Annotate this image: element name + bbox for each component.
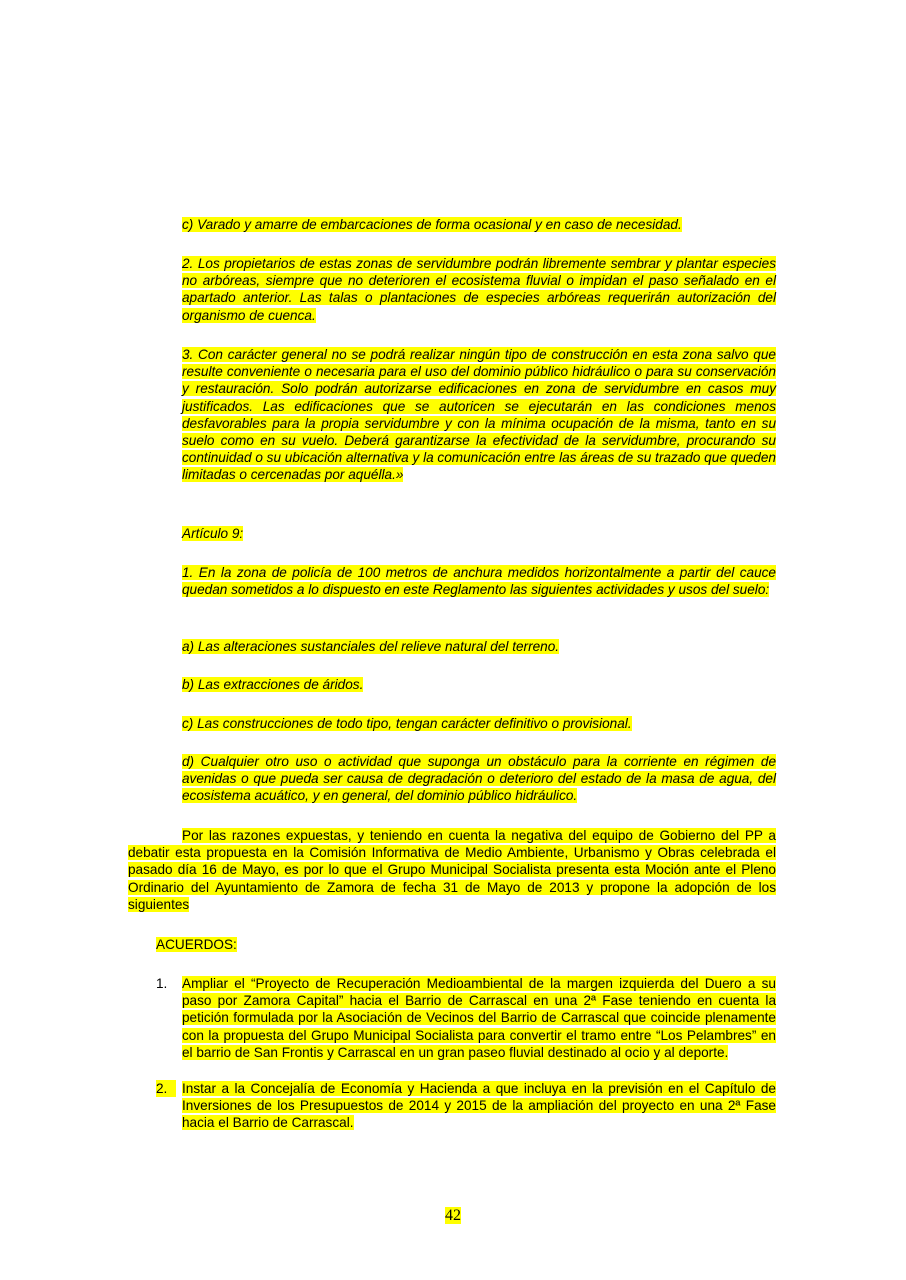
paragraph-extracciones bbox=[182, 676, 776, 693]
highlighted-text: c) Las construcciones de todo tipo, tengan carácter definitivo o provisional. bbox=[182, 716, 632, 731]
paragraph-propietarios bbox=[182, 255, 776, 324]
highlighted-text: 42 bbox=[445, 1207, 461, 1224]
highlighted-text: a) Las alteraciones sustanciales del relieve natural del terreno. bbox=[182, 639, 560, 654]
paragraph-articulo-9 bbox=[182, 525, 776, 542]
paragraph-cualquier-otro-uso bbox=[182, 753, 776, 805]
acuerdos-heading bbox=[156, 936, 237, 953]
highlighted-text: 2. Los propietarios de estas zonas de servidumbre podrán libremente sembrar y plantar especies no arbóreas, siempre que no deterioren el ecosistema fluvial o impidan el paso señalado en el apartado anterior. Las talas o plantaciones de especies arbóreas requerirán autorización del organismo de cuenca. bbox=[182, 256, 776, 323]
paragraph-alteraciones bbox=[182, 638, 776, 655]
paragraph-construcciones bbox=[182, 715, 776, 732]
page-number bbox=[0, 1207, 906, 1225]
highlighted-text: b) Las extracciones de áridos. bbox=[182, 677, 364, 692]
highlighted-text: c) Varado y amarre de embarcaciones de forma ocasional y en caso de necesidad. bbox=[182, 217, 682, 232]
agreement-text bbox=[182, 975, 776, 1061]
agreement-item-1 bbox=[156, 975, 776, 1061]
paragraph-caracter-general bbox=[182, 346, 776, 484]
agreement-number: 1. bbox=[156, 976, 168, 991]
highlighted-text: ACUERDOS: bbox=[156, 937, 237, 952]
highlighted-text: Ampliar el “Proyecto de Recuperación Medioambiental de la margen izquierda del Duero a su paso por Zamora Capital” hacia el Barrio de Carrascal en una 2ª Fase teniendo en cuenta la petición formulada por la Asociación de Vecinos del Barrio de Carrascal que coincide plenamente con la propuesta del Grupo Municipal Socialista para convertir el tramo entre “Los Pelambres” en el barrio de San Frontis y Carrascal en un gran paseo fluvial destinado al ocio y al deporte. bbox=[182, 976, 776, 1060]
highlighted-text: 3. Con carácter general no se podrá realizar ningún tipo de construcción en esta zona salvo que resulte conveniente o necesaria para el uso del dominio público hidráulico o para su conservación y restauración. Solo podrán autorizarse edificaciones en zona de servidumbre en casos muy justificados. Las edificaciones que se autoricen se ejecutarán en las condiciones menos desfavorables para la propia servidumbre y con la mínima ocupación de la misma, tanto en su suelo como en su vuelo. Deberá garantizarse la efectividad de la servidumbre, procurando su continuidad o su ubicación alternativa y la comunicación entre las áreas de su trazado que queden limitadas o cercenadas por aquélla.» bbox=[182, 347, 776, 483]
agreement-text bbox=[182, 1080, 776, 1132]
paragraph-razones-expuestas bbox=[128, 827, 776, 913]
paragraph-zona-policia bbox=[182, 564, 776, 598]
highlighted-text: Por las razones expuestas, y teniendo en cuenta la negativa del equipo de Gobierno del PP a debatir esta propuesta en la Comisión Informativa de Medio Ambiente, Urbanismo y Obras celebrada el pasado día 16 de Mayo, es por lo que el Grupo Municipal Socialista presenta esta Moción ante el Pleno Ordinario del Ayuntamiento de Zamora de fecha 31 de Mayo de 2013 y propone la adopción de los siguientes bbox=[128, 828, 776, 912]
highlighted-text: 1. En la zona de policía de 100 metros de anchura medidos horizontalmente a partir del cauce quedan sometidos a lo dispuesto en este Reglamento las siguientes actividades y usos del suelo: bbox=[182, 565, 776, 598]
highlighted-text: Instar a la Concejalía de Economía y Hacienda a que incluya en la previsión en el Capítulo de Inversiones de los Presupuestos de 2014 y 2015 de la ampliación del proyecto en una 2ª Fase hacia el Barrio de Carrascal. bbox=[182, 1081, 776, 1131]
highlighted-text: d) Cualquier otro uso o actividad que suponga un obstáculo para la corriente en régimen de avenidas o que pueda ser causa de degradación o deterioro del estado de la masa de agua, del ecosistema acuático, y en general, del dominio público hidráulico. bbox=[182, 754, 776, 804]
highlighted-text: Artículo 9: bbox=[182, 526, 244, 541]
agreement-number: 2. bbox=[156, 1080, 176, 1097]
paragraph-varado bbox=[182, 216, 776, 233]
agreement-item-2 bbox=[156, 1080, 776, 1132]
